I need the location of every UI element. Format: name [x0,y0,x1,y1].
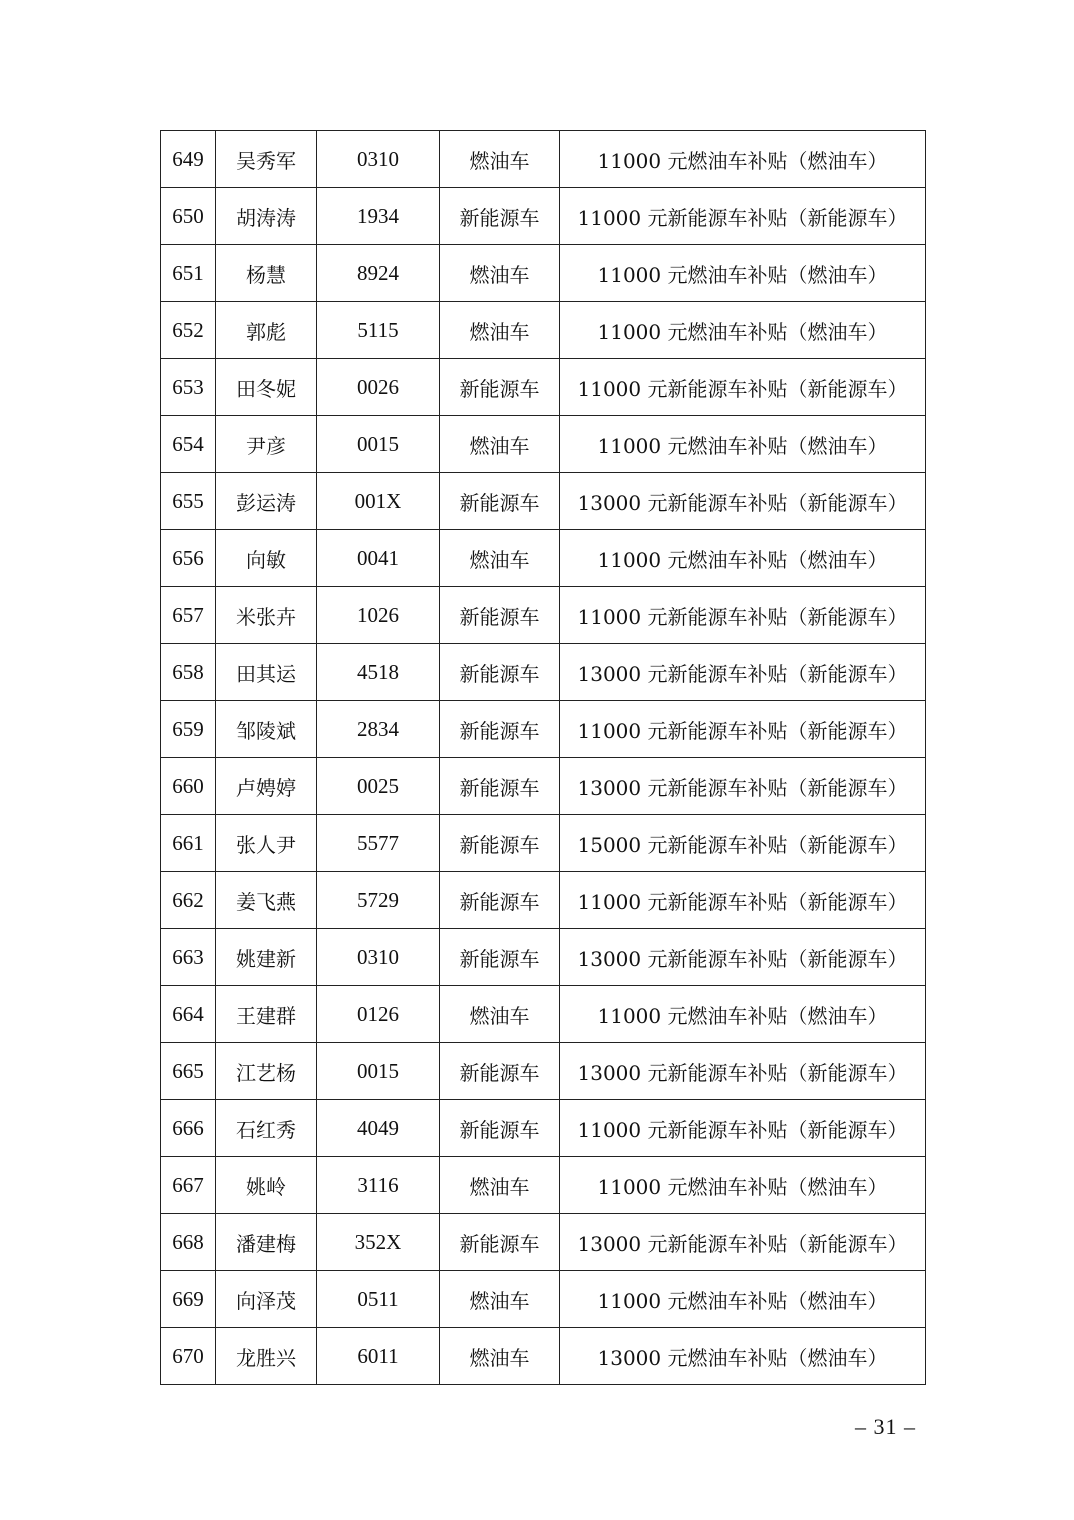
subsidy-cell: 11000 元新能源车补贴（新能源车） [560,359,926,416]
name-cell: 尹彦 [216,416,317,473]
table-body [161,131,926,1385]
row-number-cell: 662 [161,872,216,929]
id-tail-cell: 0015 [317,416,440,473]
name-cell: 杨慧 [216,245,317,302]
id-tail-cell: 5577 [317,815,440,872]
table-row [161,302,926,359]
subsidy-cell: 11000 元新能源车补贴（新能源车） [560,587,926,644]
page-number: – 31 – [855,1414,916,1439]
table-row [161,929,926,986]
table-row [161,245,926,302]
table-row [161,1214,926,1271]
id-tail-cell: 0025 [317,758,440,815]
vehicle-type-cell: 新能源车 [440,1043,560,1100]
name-cell: 邹陵斌 [216,701,317,758]
subsidy-cell: 11000 元新能源车补贴（新能源车） [560,701,926,758]
vehicle-type-cell: 新能源车 [440,929,560,986]
row-number-cell: 670 [161,1328,216,1385]
table-row [161,587,926,644]
subsidy-cell: 13000 元新能源车补贴（新能源车） [560,1043,926,1100]
row-number-cell: 669 [161,1271,216,1328]
id-tail-cell: 0511 [317,1271,440,1328]
subsidy-cell: 11000 元燃油车补贴（燃油车） [560,530,926,587]
vehicle-type-cell: 燃油车 [440,530,560,587]
table-row [161,131,926,188]
name-cell: 张人尹 [216,815,317,872]
name-cell: 向泽茂 [216,1271,317,1328]
table-row [161,758,926,815]
id-tail-cell: 0310 [317,131,440,188]
row-number-cell: 655 [161,473,216,530]
name-cell: 姚岭 [216,1157,317,1214]
row-number-cell: 653 [161,359,216,416]
name-cell: 卢娉婷 [216,758,317,815]
vehicle-type-cell: 新能源车 [440,1214,560,1271]
vehicle-type-cell: 新能源车 [440,872,560,929]
row-number-cell: 666 [161,1100,216,1157]
table-row [161,701,926,758]
subsidy-cell: 11000 元燃油车补贴（燃油车） [560,302,926,359]
id-tail-cell: 0310 [317,929,440,986]
id-tail-cell: 8924 [317,245,440,302]
row-number-cell: 663 [161,929,216,986]
subsidy-cell: 11000 元燃油车补贴（燃油车） [560,986,926,1043]
row-number-cell: 667 [161,1157,216,1214]
name-cell: 田其运 [216,644,317,701]
table-row [161,872,926,929]
id-tail-cell: 3116 [317,1157,440,1214]
subsidy-cell: 11000 元燃油车补贴（燃油车） [560,1157,926,1214]
subsidy-cell: 11000 元燃油车补贴（燃油车） [560,1271,926,1328]
table-row [161,416,926,473]
name-cell: 向敏 [216,530,317,587]
table-row [161,1043,926,1100]
subsidy-cell: 11000 元新能源车补贴（新能源车） [560,188,926,245]
id-tail-cell: 0126 [317,986,440,1043]
table-row [161,188,926,245]
name-cell: 吴秀军 [216,131,317,188]
id-tail-cell: 1026 [317,587,440,644]
subsidy-cell: 11000 元新能源车补贴（新能源车） [560,1100,926,1157]
vehicle-type-cell: 新能源车 [440,188,560,245]
table-row [161,1271,926,1328]
id-tail-cell: 6011 [317,1328,440,1385]
name-cell: 石红秀 [216,1100,317,1157]
table-row [161,815,926,872]
name-cell: 龙胜兴 [216,1328,317,1385]
table-row [161,1328,926,1385]
name-cell: 米张卉 [216,587,317,644]
name-cell: 彭运涛 [216,473,317,530]
row-number-cell: 656 [161,530,216,587]
name-cell: 潘建梅 [216,1214,317,1271]
table-row [161,986,926,1043]
name-cell: 江艺杨 [216,1043,317,1100]
name-cell: 姜飞燕 [216,872,317,929]
subsidy-table [160,130,926,1385]
subsidy-cell: 13000 元新能源车补贴（新能源车） [560,644,926,701]
id-tail-cell: 2834 [317,701,440,758]
name-cell: 郭彪 [216,302,317,359]
id-tail-cell: 0026 [317,359,440,416]
row-number-cell: 651 [161,245,216,302]
vehicle-type-cell: 新能源车 [440,587,560,644]
subsidy-cell: 11000 元燃油车补贴（燃油车） [560,245,926,302]
subsidy-cell: 11000 元燃油车补贴（燃油车） [560,131,926,188]
row-number-cell: 664 [161,986,216,1043]
table-row [161,359,926,416]
id-tail-cell: 0015 [317,1043,440,1100]
row-number-cell: 652 [161,302,216,359]
vehicle-type-cell: 新能源车 [440,1100,560,1157]
id-tail-cell: 001X [317,473,440,530]
row-number-cell: 649 [161,131,216,188]
vehicle-type-cell: 燃油车 [440,131,560,188]
id-tail-cell: 4049 [317,1100,440,1157]
name-cell: 王建群 [216,986,317,1043]
subsidy-cell: 13000 元新能源车补贴（新能源车） [560,473,926,530]
table-row [161,530,926,587]
vehicle-type-cell: 新能源车 [440,758,560,815]
vehicle-type-cell: 燃油车 [440,416,560,473]
id-tail-cell: 5115 [317,302,440,359]
row-number-cell: 659 [161,701,216,758]
subsidy-cell: 13000 元新能源车补贴（新能源车） [560,929,926,986]
row-number-cell: 654 [161,416,216,473]
row-number-cell: 661 [161,815,216,872]
id-tail-cell: 5729 [317,872,440,929]
subsidy-cell: 15000 元新能源车补贴（新能源车） [560,815,926,872]
name-cell: 姚建新 [216,929,317,986]
table-row [161,1157,926,1214]
id-tail-cell: 4518 [317,644,440,701]
row-number-cell: 650 [161,188,216,245]
table-row [161,644,926,701]
vehicle-type-cell: 燃油车 [440,245,560,302]
vehicle-type-cell: 燃油车 [440,1328,560,1385]
vehicle-type-cell: 燃油车 [440,302,560,359]
subsidy-cell: 13000 元新能源车补贴（新能源车） [560,758,926,815]
subsidy-cell: 13000 元燃油车补贴（燃油车） [560,1328,926,1385]
row-number-cell: 668 [161,1214,216,1271]
row-number-cell: 665 [161,1043,216,1100]
vehicle-type-cell: 燃油车 [440,1157,560,1214]
id-tail-cell: 352X [317,1214,440,1271]
row-number-cell: 657 [161,587,216,644]
vehicle-type-cell: 新能源车 [440,815,560,872]
row-number-cell: 660 [161,758,216,815]
vehicle-type-cell: 新能源车 [440,644,560,701]
vehicle-type-cell: 新能源车 [440,359,560,416]
name-cell: 胡涛涛 [216,188,317,245]
name-cell: 田冬妮 [216,359,317,416]
subsidy-cell: 13000 元新能源车补贴（新能源车） [560,1214,926,1271]
vehicle-type-cell: 新能源车 [440,473,560,530]
table-row [161,473,926,530]
id-tail-cell: 1934 [317,188,440,245]
row-number-cell: 658 [161,644,216,701]
subsidy-cell: 11000 元燃油车补贴（燃油车） [560,416,926,473]
vehicle-type-cell: 燃油车 [440,1271,560,1328]
id-tail-cell: 0041 [317,530,440,587]
vehicle-type-cell: 燃油车 [440,986,560,1043]
table-row [161,1100,926,1157]
subsidy-cell: 11000 元新能源车补贴（新能源车） [560,872,926,929]
vehicle-type-cell: 新能源车 [440,701,560,758]
